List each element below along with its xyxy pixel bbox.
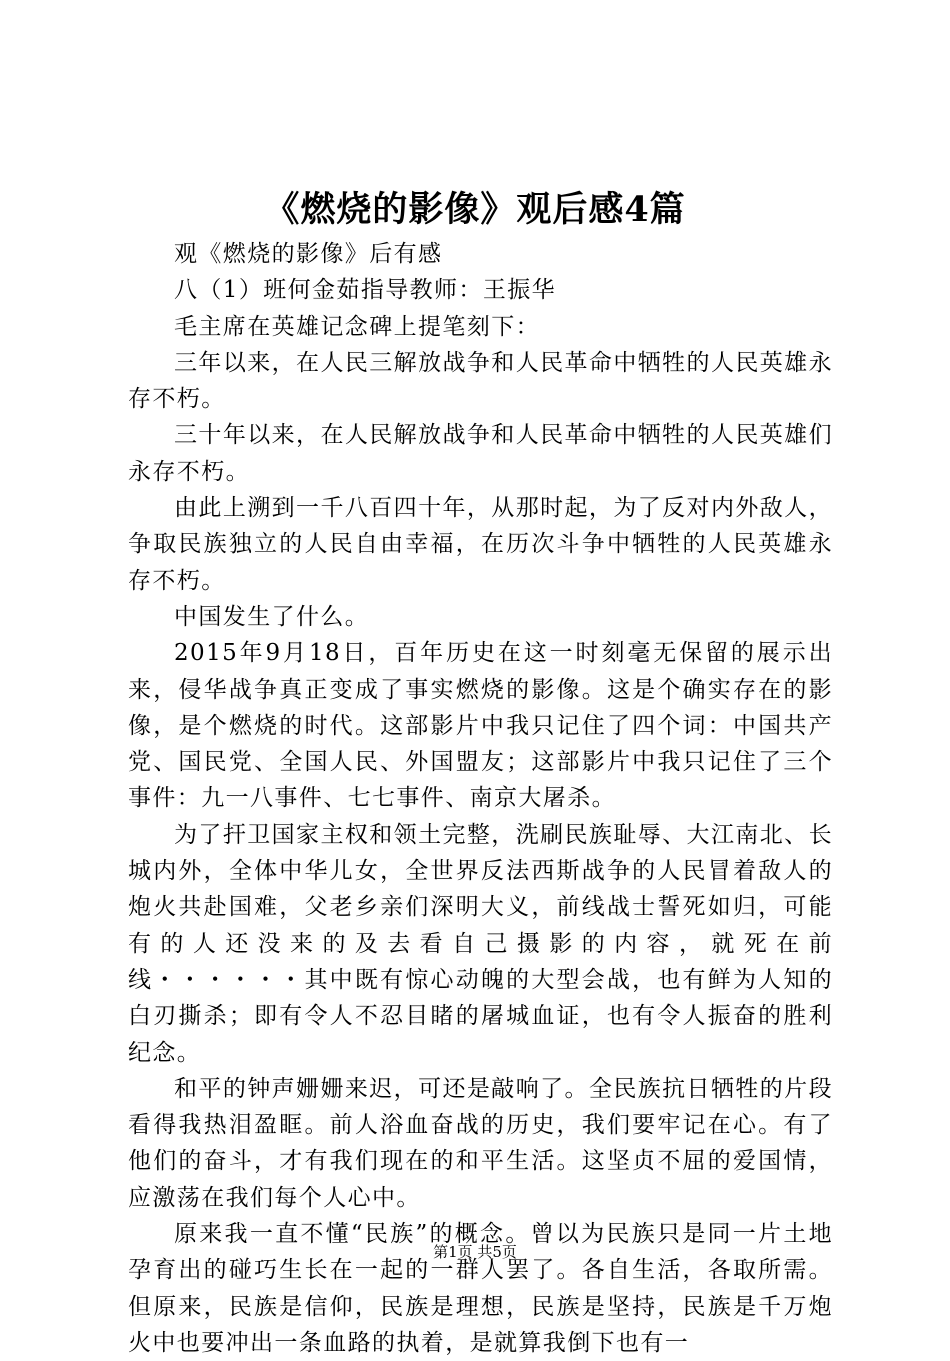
paragraph: 由此上溯到一千八百四十年，从那时起，为了反对内外敌人，争取民族独立的人民自由幸福，在历次斗争中牺牲的人民英雄永存不朽。 bbox=[128, 495, 833, 594]
paragraph: 为了扞卫国家主权和领土完整，洗刷民族耻辱、大江南北、长城内外，全体中华儿女，全世界反法西斯战争的人民冒着敌人的炮火共赴国难，父老乡亲们深明大义，前线战士誓死如归，可能有的人还没来的及去看自己摄影的内容，就死在前线・・・・・・其中既有惊心动魄的大型会战，也有鲜为人知的白刃撕杀；即有令人不忍目睹的屠城血证，也有令人振奋的胜利纪念。 bbox=[128, 821, 833, 1066]
paragraph: 中国发生了什么。 bbox=[174, 603, 370, 630]
paragraph-author: 八（1）班何金茹指导教师：王振华 bbox=[174, 277, 557, 304]
paragraph: 三十年以来，在人民解放战争和人民革命中牺牲的人民英雄们永存不朽。 bbox=[128, 422, 833, 485]
paragraph: 原来我一直不懂“民族”的概念。曾以为民族只是同一片土地孕育出的碰巧生长在一起的一群人罢了。各自生活，各取所需。但原来，民族是信仰，民族是理想，民族是坚持，民族是千万炮火中也要冲出一条血路的执着，是就算我倒下也有一 bbox=[128, 1221, 833, 1356]
paragraph: 三年以来，在人民三解放战争和人民革命中牺牲的人民英雄永存不朽。 bbox=[128, 349, 833, 413]
page-number-footer: 第1页 共5页 bbox=[433, 1243, 517, 1261]
paragraph-subtitle: 观《燃烧的影像》后有感 bbox=[174, 241, 443, 267]
document-title: 《燃烧的影像》观后感4篇 bbox=[264, 189, 686, 230]
paragraph: 毛主席在英雄记念碑上提笔刻下： bbox=[174, 313, 540, 340]
paragraph: 和平的钟声姗姗来迟，可还是敲响了。全民族抗日牺牲的片段看得我热泪盈眶。前人浴血奋战的历史，我们要牢记在心。有了他们的奋斗，才有我们现在的和平生活。这坚贞不屈的爱国情，应激荡在我们每个人心中。 bbox=[128, 1075, 833, 1211]
document-body bbox=[128, 236, 833, 1361]
paragraph: 2015年9月18日，百年历史在这一时刻毫无保留的展示出来，侵华战争真正变成了事实燃烧的影像。这是个确实存在的影像，是个燃烧的时代。这部影片中我只记住了四个词：中国共产党、国民党、全国人民、外国盟友；这部影片中我只记住了三个事件：九一八事件、七七事件、南京大屠杀。 bbox=[128, 640, 833, 812]
